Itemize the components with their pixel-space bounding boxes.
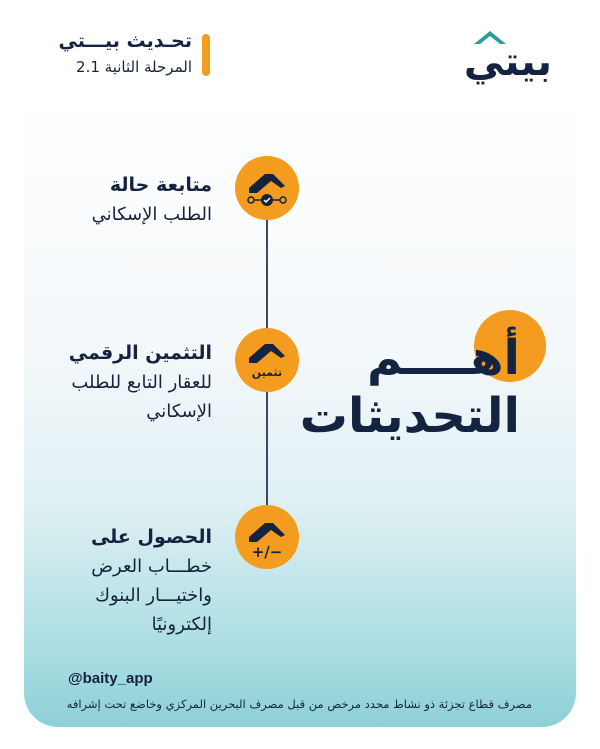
item-text: الإسكاني — [146, 401, 212, 422]
logo-text: بيتي — [463, 39, 552, 85]
item-text: للعقار التابع للطلب — [71, 372, 212, 393]
svg-text:+/−: +/− — [251, 543, 283, 561]
accent-bar — [202, 34, 210, 76]
item-text: الطلب الإسكاني — [91, 204, 212, 225]
regulatory-disclaimer: مصرف قطاع تجزئة ذو نشاط محدد مرخص من قبل مصرف البحرين المركزي وخاضع تحت إشرافه — [66, 697, 532, 711]
item-text: واختيـــار البنوك — [95, 585, 212, 606]
update-item-valuation — [12, 338, 212, 426]
house-valuation-icon — [235, 328, 299, 392]
header-title: تحـديث بيـــتي — [58, 30, 192, 52]
headline-line2: التحديثات — [299, 388, 520, 444]
item-text: خطـــاب العرض — [91, 556, 212, 577]
social-handle: @baity_app — [68, 670, 153, 687]
headline-line1: أهــــم — [367, 330, 520, 386]
update-header — [30, 30, 210, 80]
house-tracking-icon — [235, 156, 299, 220]
house-plus-minus-icon — [235, 505, 299, 569]
update-item-offer-letter — [12, 522, 212, 639]
valuation-label: تثمين — [251, 366, 283, 379]
header-subtitle: المرحلة الثانية 2.1 — [76, 58, 192, 76]
item-title: متابعة حالة — [109, 174, 212, 196]
item-title: الحصول على — [90, 526, 212, 548]
item-title: التثمين الرقمي — [68, 342, 212, 364]
update-item-tracking — [12, 170, 212, 229]
item-text: إلكترونيًا — [151, 614, 212, 635]
baity-logo — [442, 26, 552, 85]
headline — [300, 330, 520, 446]
